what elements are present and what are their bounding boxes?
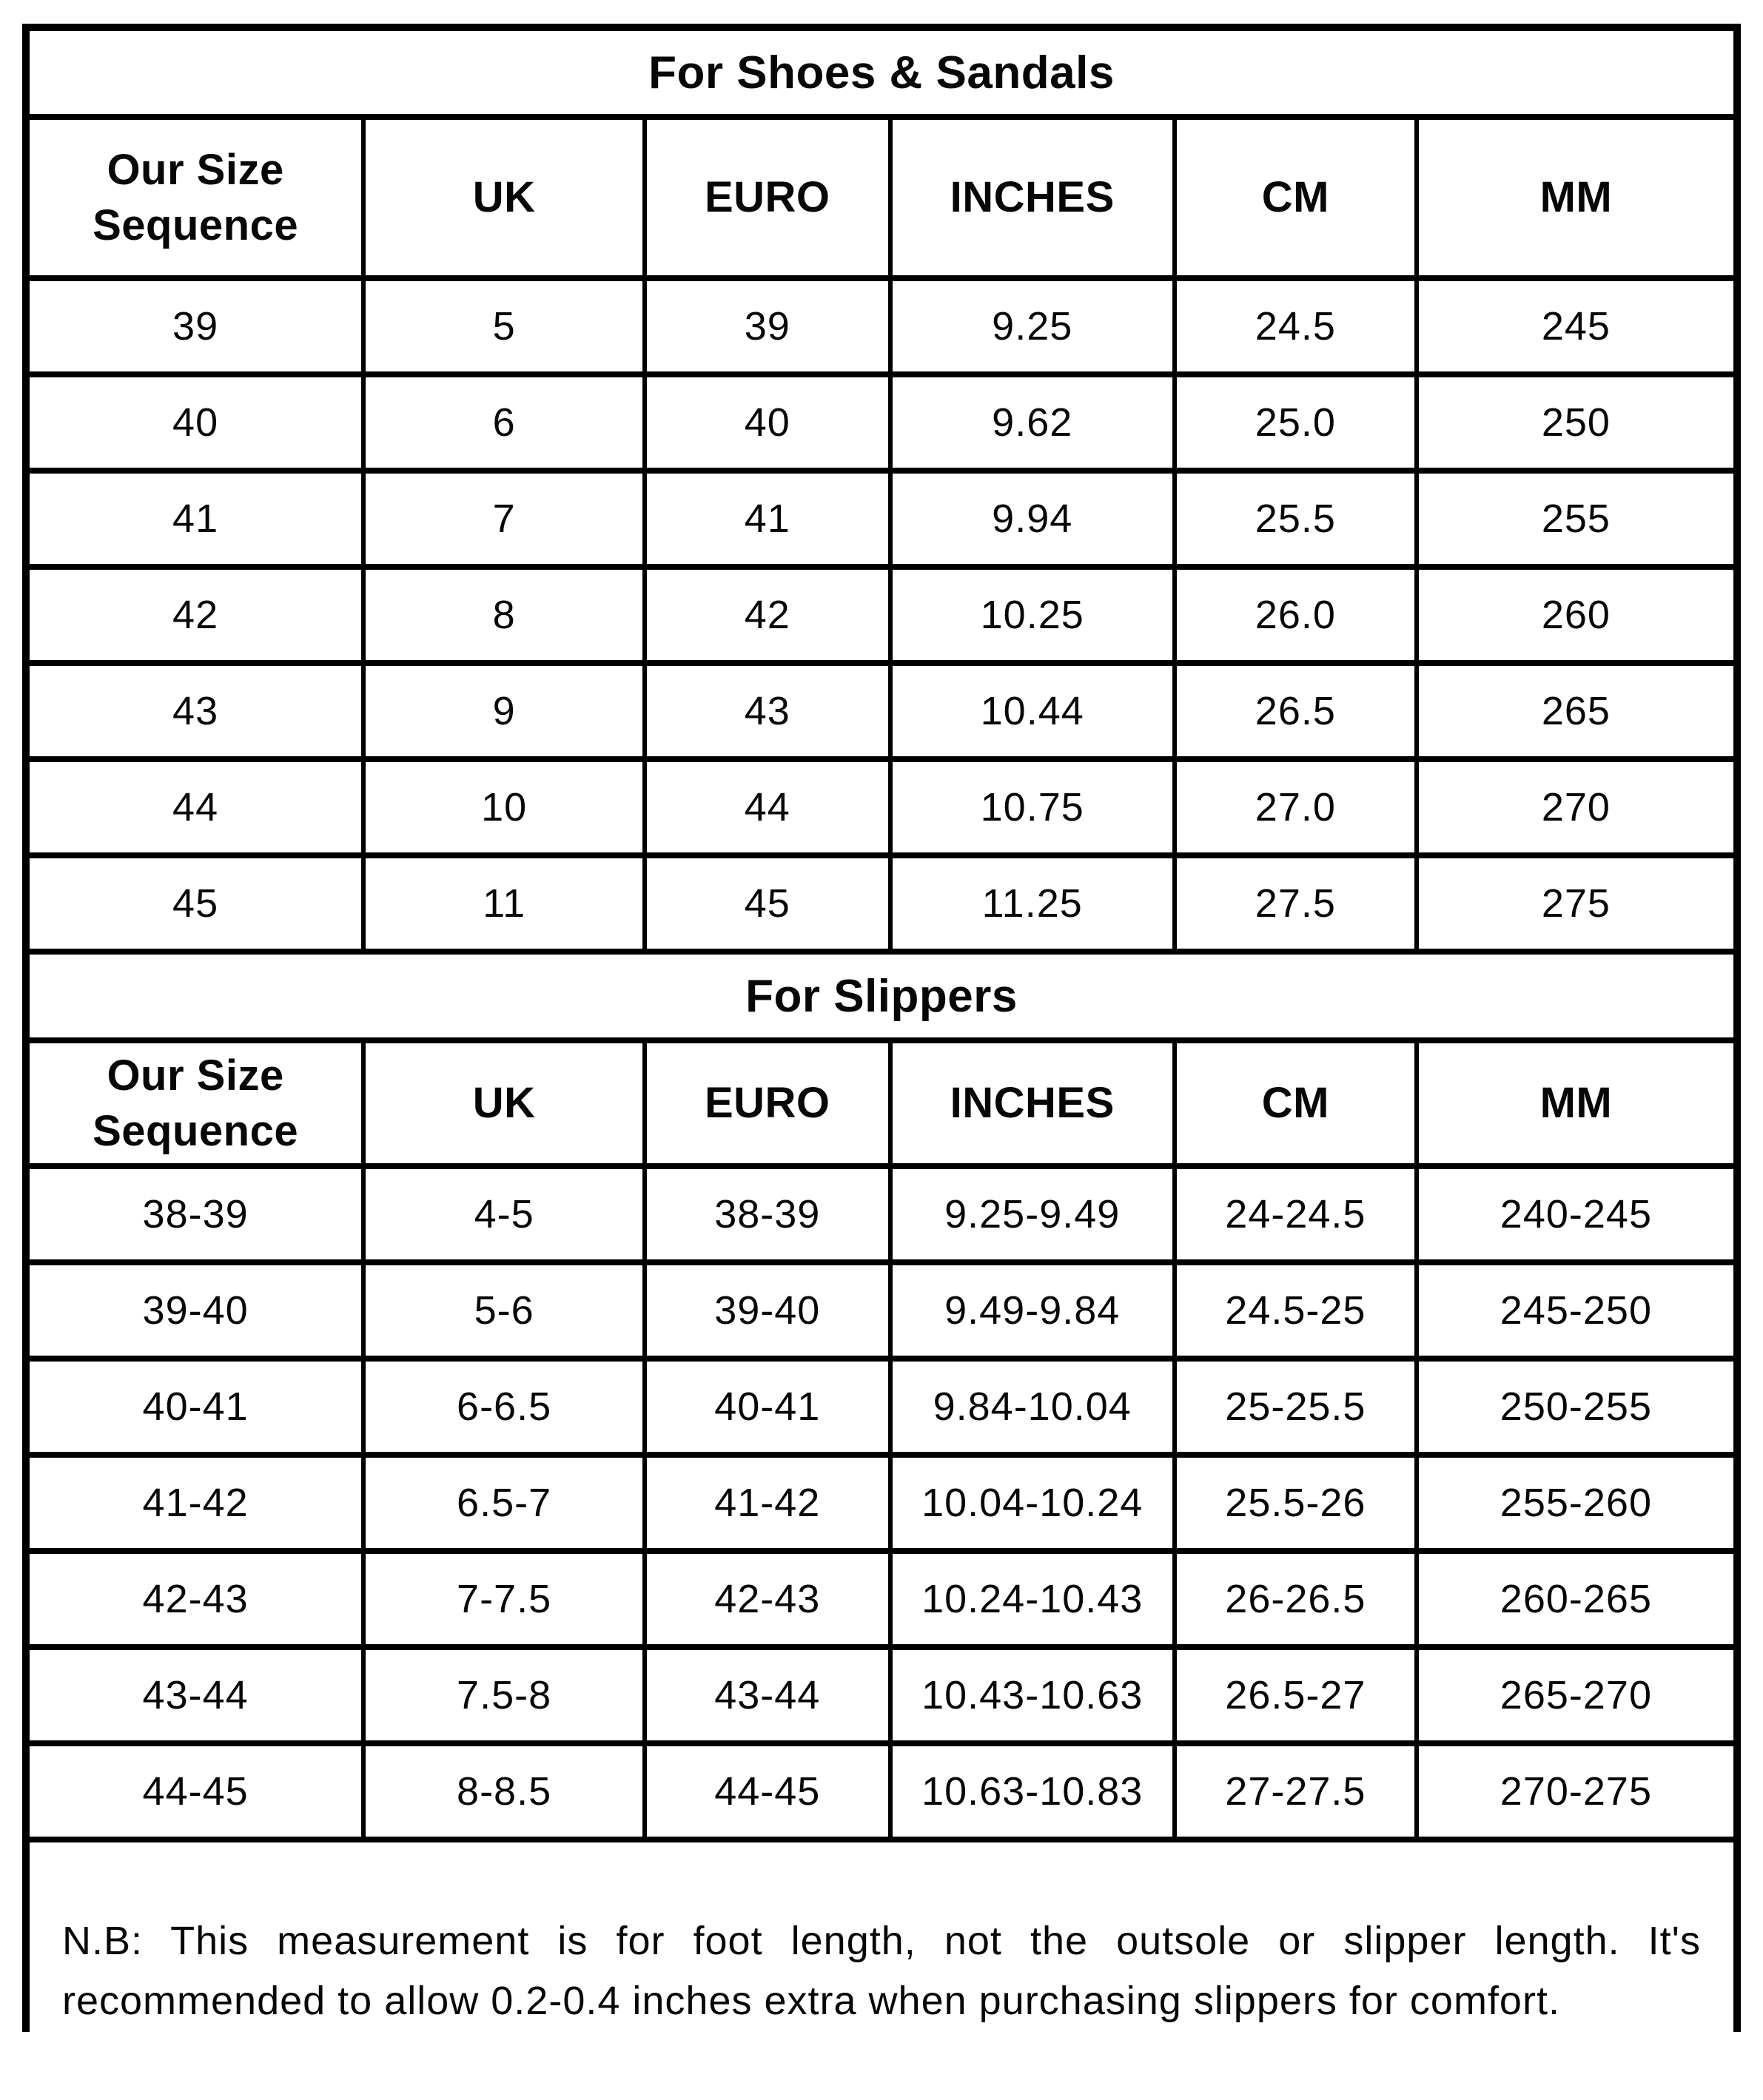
size-cell: 24-24.5 [1175, 1166, 1417, 1262]
size-cell: 265 [1417, 663, 1733, 759]
column-header: MM [1417, 1040, 1733, 1166]
column-header: INCHES [890, 1040, 1175, 1166]
size-cell: 41 [645, 471, 890, 567]
size-cell: 39-40 [30, 1262, 363, 1359]
size-cell: 25.0 [1175, 374, 1417, 471]
size-row [30, 1166, 1733, 1262]
size-cell: 39 [645, 278, 890, 374]
size-cell: 10.75 [890, 759, 1175, 855]
size-cell: 9.94 [890, 471, 1175, 567]
size-cell: 44-45 [30, 1743, 363, 1840]
size-cell: 41-42 [30, 1455, 363, 1551]
size-cell: 43 [645, 663, 890, 759]
column-header: UK [363, 117, 645, 278]
size-cell: 42 [30, 567, 363, 663]
size-cell: 24.5 [1175, 278, 1417, 374]
header-row [30, 117, 1733, 278]
size-row [30, 1455, 1733, 1551]
column-header: CM [1175, 117, 1417, 278]
size-cell: 5-6 [363, 1262, 645, 1359]
size-cell: 26.5-27 [1175, 1647, 1417, 1743]
size-cell: 24.5-25 [1175, 1262, 1417, 1359]
size-cell: 9.25-9.49 [890, 1166, 1175, 1262]
size-cell: 43-44 [645, 1647, 890, 1743]
size-cell: 10.63-10.83 [890, 1743, 1175, 1840]
size-cell: 11.25 [890, 855, 1175, 952]
note-section [30, 1840, 1733, 2100]
size-cell: 10.24-10.43 [890, 1551, 1175, 1647]
section-title: For Shoes & Sandals [30, 31, 1733, 117]
size-row [30, 567, 1733, 663]
size-cell: 8 [363, 567, 645, 663]
size-cell: 42 [645, 567, 890, 663]
size-cell: 275 [1417, 855, 1733, 952]
size-cell: 10.25 [890, 567, 1175, 663]
size-cell: 6 [363, 374, 645, 471]
column-header: INCHES [890, 117, 1175, 278]
size-cell: 41-42 [645, 1455, 890, 1551]
size-row [30, 1743, 1733, 1840]
size-cell: 270-275 [1417, 1743, 1733, 1840]
size-chart-body [30, 31, 1733, 1840]
column-header: Our Size Sequence [30, 117, 363, 278]
size-cell: 5 [363, 278, 645, 374]
size-cell: 39-40 [645, 1262, 890, 1359]
size-row [30, 278, 1733, 374]
size-cell: 245 [1417, 278, 1733, 374]
size-cell: 250-255 [1417, 1359, 1733, 1455]
size-cell: 40 [30, 374, 363, 471]
size-cell: 27.0 [1175, 759, 1417, 855]
size-row [30, 759, 1733, 855]
note-text: N.B: This measurement is for foot length, not the outsole or slipper length. It's recommended to allow 0.2-0.4 inches extra when purchasing slippers for comfort. [30, 1840, 1733, 2100]
column-header: MM [1417, 117, 1733, 278]
size-cell: 41 [30, 471, 363, 567]
size-cell: 26.0 [1175, 567, 1417, 663]
size-cell: 10.04-10.24 [890, 1455, 1175, 1551]
size-cell: 42-43 [645, 1551, 890, 1647]
size-cell: 9.25 [890, 278, 1175, 374]
column-header: UK [363, 1040, 645, 1166]
size-row [30, 374, 1733, 471]
size-cell: 10.43-10.63 [890, 1647, 1175, 1743]
size-cell: 10 [363, 759, 645, 855]
size-cell: 43 [30, 663, 363, 759]
size-row [30, 1262, 1733, 1359]
section-title-row [30, 952, 1733, 1040]
section-title-row [30, 31, 1733, 117]
size-cell: 6.5-7 [363, 1455, 645, 1551]
size-chart-table [30, 31, 1733, 2100]
size-cell: 42-43 [30, 1551, 363, 1647]
column-header: CM [1175, 1040, 1417, 1166]
size-cell: 245-250 [1417, 1262, 1733, 1359]
size-cell: 25.5 [1175, 471, 1417, 567]
size-cell: 9.49-9.84 [890, 1262, 1175, 1359]
size-cell: 8-8.5 [363, 1743, 645, 1840]
size-row [30, 855, 1733, 952]
column-header: Our Size Sequence [30, 1040, 363, 1166]
size-cell: 9.84-10.04 [890, 1359, 1175, 1455]
size-cell: 260-265 [1417, 1551, 1733, 1647]
size-cell: 26.5 [1175, 663, 1417, 759]
size-chart-sheet [22, 24, 1741, 2032]
size-cell: 7.5-8 [363, 1647, 645, 1743]
size-cell: 255-260 [1417, 1455, 1733, 1551]
size-cell: 25-25.5 [1175, 1359, 1417, 1455]
size-cell: 39 [30, 278, 363, 374]
size-row [30, 1551, 1733, 1647]
size-cell: 38-39 [645, 1166, 890, 1262]
section-title: For Slippers [30, 952, 1733, 1040]
size-row [30, 471, 1733, 567]
size-cell: 7 [363, 471, 645, 567]
size-cell: 10.44 [890, 663, 1175, 759]
size-cell: 255 [1417, 471, 1733, 567]
size-cell: 38-39 [30, 1166, 363, 1262]
size-cell: 250 [1417, 374, 1733, 471]
header-row [30, 1040, 1733, 1166]
note-row [30, 1840, 1733, 2100]
size-cell: 26-26.5 [1175, 1551, 1417, 1647]
size-cell: 44 [30, 759, 363, 855]
size-cell: 7-7.5 [363, 1551, 645, 1647]
size-cell: 4-5 [363, 1166, 645, 1262]
size-cell: 45 [30, 855, 363, 952]
size-cell: 27.5 [1175, 855, 1417, 952]
size-row [30, 1359, 1733, 1455]
size-cell: 40-41 [645, 1359, 890, 1455]
size-cell: 40 [645, 374, 890, 471]
size-cell: 43-44 [30, 1647, 363, 1743]
size-cell: 260 [1417, 567, 1733, 663]
size-cell: 44 [645, 759, 890, 855]
size-row [30, 1647, 1733, 1743]
size-cell: 240-245 [1417, 1166, 1733, 1262]
size-cell: 9 [363, 663, 645, 759]
size-cell: 40-41 [30, 1359, 363, 1455]
size-cell: 270 [1417, 759, 1733, 855]
size-cell: 44-45 [645, 1743, 890, 1840]
size-cell: 11 [363, 855, 645, 952]
size-cell: 45 [645, 855, 890, 952]
size-cell: 6-6.5 [363, 1359, 645, 1455]
size-row [30, 663, 1733, 759]
column-header: EURO [645, 117, 890, 278]
column-header: EURO [645, 1040, 890, 1166]
size-cell: 25.5-26 [1175, 1455, 1417, 1551]
size-cell: 265-270 [1417, 1647, 1733, 1743]
size-cell: 27-27.5 [1175, 1743, 1417, 1840]
size-cell: 9.62 [890, 374, 1175, 471]
